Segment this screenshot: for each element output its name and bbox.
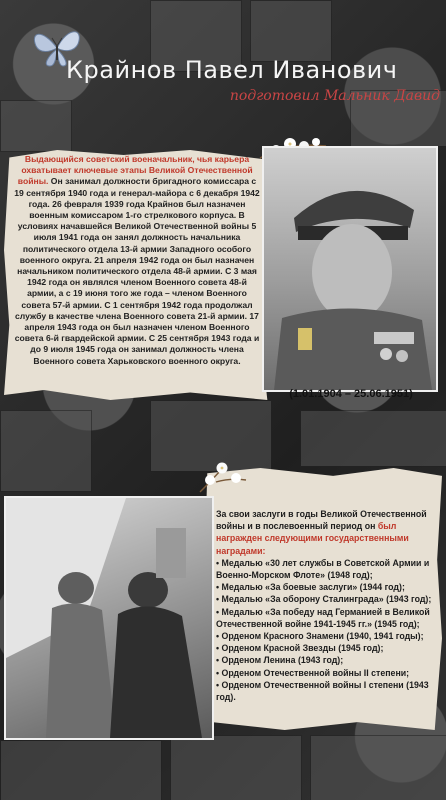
list-item: • Медалью «За боевые заслуги» (1944 год); — [216, 582, 405, 593]
background-photo — [310, 735, 446, 800]
white-flowers-icon — [196, 456, 252, 496]
author-credit: подготовил Мальник Давид — [229, 88, 440, 104]
awards-list — [216, 557, 438, 703]
soldiers-illustration — [6, 498, 212, 738]
awards-intro — [216, 508, 438, 557]
list-item: • Орденом Красного Знамени (1940, 1941 годы); — [216, 631, 424, 642]
biography-body: Он занимал должности бригадного комиссара с 19 сентября 1940 года и генерал-майора с 6 декабря 1942 года. 26 февраля 1939 года Крайнов был назначен военным комиссаром 1-го стрелкового корпуса. В условиях начавшейся Великой Отечественной войны 5 июля 1941 года он занял должность начальника политического отдела 13-й армии Западного особого военного округа. 21 апреля 1942 года он был назначен начальником политического отдела 48-й армии. С 3 мая 1942 года он являлся членом Военного совета 48-й армии, а с 19 июня того же года – членом Военного совета 57-й армии. С 1 сентября 1942 года продолжал службу в качестве члена Военного совета 21-й армии. 17 апреля 1943 года он был назначен членом Военного совета 6-й гвардейской армии. С 25 сентября 1943 года и до 9 июля 1945 года он занимал должность члена Военного совета Харьковского военного округа. — [14, 176, 260, 366]
life-dates: (1.01.1904 – 25.06.1951) — [289, 388, 413, 400]
awards-text — [216, 508, 438, 703]
list-item: • Медалью «30 лет службы в Советской Армии и Военно-Морском Флоте» (1948 год); — [216, 557, 430, 581]
biography-lead: Выдающийся советский военачальник, чья карьера охватывает ключевые этапы Великой Отечественной войны. — [17, 154, 253, 187]
historical-photo — [4, 496, 214, 740]
awards-intro-highlight: был награжден следующими государственными наградами: — [216, 521, 409, 556]
awards-intro-text: За свои заслуги в годы Великой Отечественной войны и в послевоенный период он — [216, 509, 427, 532]
officer-portrait-illustration — [264, 148, 436, 390]
list-item: • Медалью «За победу над Германией в Великой Отечественной войне 1941-1945 гг.» (1945 год); — [216, 606, 430, 629]
background-photo — [300, 410, 446, 467]
background-photo — [0, 410, 92, 492]
biography-text — [14, 154, 260, 367]
background-photo — [170, 735, 302, 800]
list-item: • Орденом Отечественной войны I степени (1943 год). — [216, 679, 429, 703]
list-item: • Орденом Ленина (1943 год); — [216, 655, 344, 666]
background-photo — [0, 740, 162, 800]
page-title: Крайнов Павел Иванович — [66, 56, 398, 84]
list-item: • Орденом Отечественной войны II степени; — [216, 667, 410, 678]
portrait-photo — [262, 146, 438, 392]
background-photo — [250, 0, 332, 62]
background-photo — [0, 100, 72, 152]
list-item: • Медалью «За оборону Сталинграда» (1943 год); — [216, 594, 432, 605]
list-item: • Орденом Красной Звезды (1945 год); — [216, 643, 384, 654]
